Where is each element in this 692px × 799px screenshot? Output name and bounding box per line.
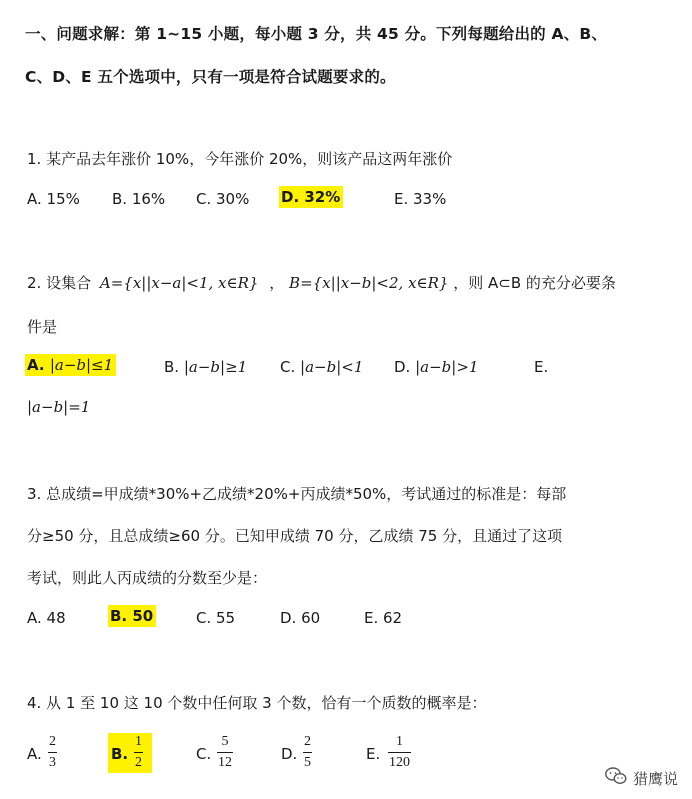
q2-option-c: C. |a−b|<1 <box>280 358 364 376</box>
q3-option-a: A. 48 <box>27 609 66 627</box>
question-2-text-line-2: 件是 <box>27 318 58 336</box>
q1-option-b: B. 16% <box>112 190 166 208</box>
q2-set-a: A={x||x−a|<1, x∈R} <box>99 274 259 292</box>
q4-option-b-letter: B. <box>111 745 129 763</box>
q2-set-b: B={x||x−b|<2, x∈R} <box>289 274 449 292</box>
q2-option-e-letter: E. <box>534 358 549 376</box>
q4-option-a-letter: A. <box>27 745 42 763</box>
question-1-text: 1. 某产品去年涨价 10%，今年涨价 20%，则该产品这两年涨价 <box>27 150 453 168</box>
q4-option-b-fraction: 1 2 <box>135 734 142 770</box>
q1-option-e: E. 33% <box>394 190 447 208</box>
wechat-icon <box>605 767 627 789</box>
q2-option-a-answer: A. |a−b|≤1 <box>25 356 116 374</box>
watermark-text: 猎鹰说 <box>632 769 678 788</box>
q2-option-e-expr: |a−b|=1 <box>27 398 91 416</box>
section-header-line-1: 一、问题求解：第 1~15 小题，每小题 3 分，共 45 分。下列每题给出的 A、B、 <box>25 25 608 43</box>
q3-option-c: C. 55 <box>196 609 236 627</box>
q4-option-e-letter: E. <box>366 745 381 763</box>
question-2-text: 2. 设集合 A={x||x−a|<1, x∈R} ， B={x||x−b|<2, x∈R} ，则 A⊂B 的充分必要条 <box>27 274 616 292</box>
q3-option-d: D. 60 <box>280 609 321 627</box>
section-header-line-2: C、D、E 五个选项中，只有一项是符合试题要求的。 <box>25 68 396 86</box>
q1-option-d-answer: D. 32% <box>279 188 343 206</box>
q2-prefix: 2. 设集合 <box>27 274 92 292</box>
q2-suffix: ，则 A⊂B 的充分必要条 <box>453 274 616 292</box>
watermark <box>605 767 678 789</box>
question-3-text-line-2: 分≥50 分，且总成绩≥60 分。已知甲成绩 70 分，乙成绩 75 分，且通过了这项 <box>27 527 563 545</box>
q4-option-d-fraction: 2 5 <box>304 734 311 770</box>
q4-option-c-fraction: 5 12 <box>218 734 232 770</box>
q3-option-e: E. 62 <box>364 609 403 627</box>
question-3-text-line-3: 考试，则此人丙成绩的分数至少是： <box>27 569 268 587</box>
q3-option-b-answer: B. 50 <box>108 607 156 625</box>
q1-option-a: A. 15% <box>27 190 80 208</box>
question-4-text: 4. 从 1 至 10 这 10 个数中任何取 3 个数，恰有一个质数的概率是： <box>27 694 487 712</box>
q2-option-d: D. |a−b|>1 <box>394 358 479 376</box>
q4-option-d-letter: D. <box>281 745 298 763</box>
q1-option-c: C. 30% <box>196 190 250 208</box>
q2-option-b: B. |a−b|≥1 <box>164 358 248 376</box>
q4-option-e-fraction: 1 120 <box>389 734 410 770</box>
question-3-text-line-1: 3. 总成绩=甲成绩*30%+乙成绩*20%+丙成绩*50%，考试通过的标准是：每部 <box>27 485 567 503</box>
q4-option-a-fraction: 2 3 <box>49 734 56 770</box>
q4-option-c-letter: C. <box>196 745 212 763</box>
